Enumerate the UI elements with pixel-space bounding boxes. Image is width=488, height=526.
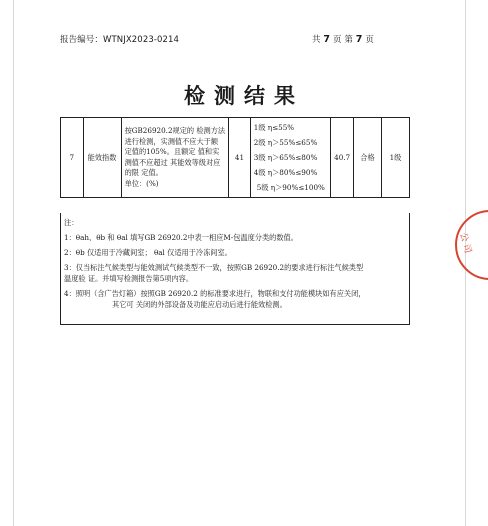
rated-value: 41 — [229, 118, 251, 198]
note-4-line-2: 其它可 关闭的外部设备及功能应启动后进行能效检测。 — [112, 300, 287, 309]
grade-2: 2级 η＞55%≤65% — [253, 138, 318, 147]
grade-4: 4级 η＞80%≤90% — [253, 168, 318, 177]
notes-heading: 注： — [64, 218, 79, 227]
page-edge-left — [13, 0, 14, 526]
grade-limits — [250, 118, 331, 198]
results-table — [60, 117, 410, 198]
method-unit: 单位：(%) — [124, 178, 159, 188]
judgement: 合格 — [353, 118, 381, 198]
company-seal-text: 公 司 — [457, 231, 473, 255]
page-title: 检测结果 — [184, 84, 304, 108]
page-counter-prefix: 共 — [312, 35, 321, 45]
test-item: 能效指数 — [83, 118, 121, 198]
note-2: 2：θb 仅适用于冷藏间室； θal 仅适用于冷冻间室。 — [64, 248, 232, 257]
test-method — [121, 118, 229, 198]
page-number: 7 — [355, 34, 363, 45]
grade-3: 3级 η＞65%≤80% — [253, 153, 318, 162]
energy-level: 1级 — [381, 118, 409, 198]
total-pages: 7 — [323, 34, 331, 45]
note-3-line-1: 3：仅当标注气候类型与能效测试气候类型不一致，按照GB 26920.2的要求进行标注气候类型 — [64, 263, 364, 272]
note-1: 1：θah、θb 和 θal 填写GB 26920.2中表一相应M-包温度分类的数值。 — [64, 233, 298, 242]
note-4-line-1: 4：照明（含广告灯箱）按照GB 26920.2 的标准要求进行，物联和支付功能模块如有应关闭， — [64, 289, 366, 298]
page-counter-suffix: 页 — [365, 35, 374, 45]
row-number: 7 — [61, 118, 84, 198]
page-counter — [312, 33, 374, 45]
notes-box — [60, 213, 410, 325]
report-number-value: WTNJX2023-0214 — [103, 35, 180, 45]
page-counter-middle: 页 第 — [332, 35, 353, 45]
report-number — [60, 33, 179, 45]
method-text: 按GB26920.2规定的 检测方法进行检测，实测值不应大于额 定值的105%。且额定 值和实测值不应超过 其能效等级对应的限 定值。 — [124, 126, 226, 177]
note-3-line-2: 温度验 证。并填写检测报告第5项内容。 — [64, 274, 194, 283]
report-number-label: 报告编号： — [60, 35, 104, 45]
measured-value: 40.7 — [331, 118, 354, 198]
table-row — [61, 118, 410, 198]
grade-5: 5级 η＞90%≤100% — [256, 183, 325, 192]
grade-1: 1级 η≤55% — [253, 123, 295, 132]
